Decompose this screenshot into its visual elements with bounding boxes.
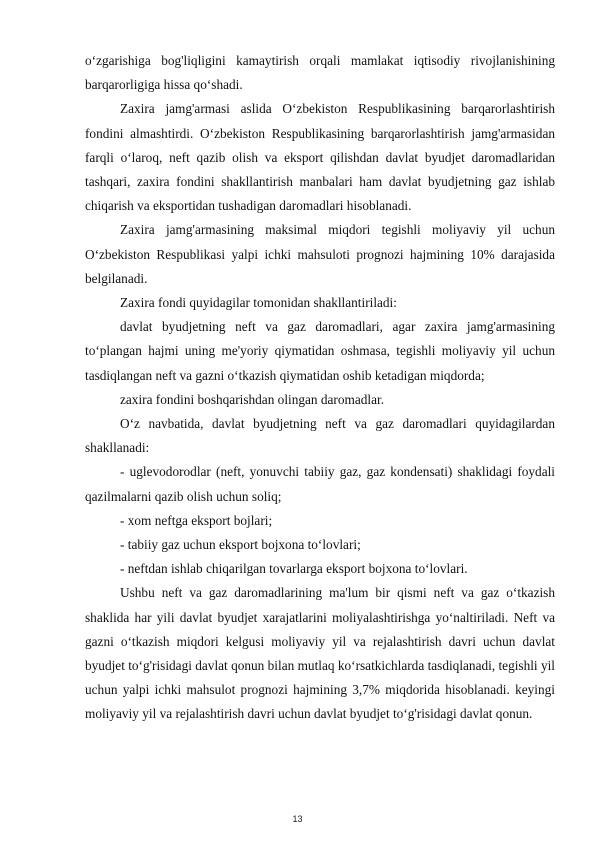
list-item: - tabiiy gaz uchun eksport bojxona to‘lovlari; bbox=[120, 537, 361, 553]
paragraph: o‘zgarishiga bog'liqligini kamaytirish orqali mamlakat iqtisodiy rivojlanishining barqarorligiga hissa qo‘shadi. bbox=[85, 53, 555, 93]
paragraph: Ushbu neft va gaz daromadlarining ma'lum bir qismi neft va gaz o‘tkazish shaklida har yili davlat byudjet xarajatlarini moliyalashtirishga yo‘naltiriladi. Neft va gazni o‘tkazish miqdori kelgusi moliyaviy yil va rejalashtirish davri uchun davlat byudjet to‘g'risidagi davlat qonun bilan mutlaq ko‘rsatkichlarda tasdiqlanadi, tegishli yil uchun yalpi ichki mahsulot prognozi hajmining 3,7% miqdorida hisoblanadi. keyingi moliyaviy yil va rejalashtirish davri uchun davlat byudjet to‘g'risidagi davlat qonun. bbox=[85, 585, 555, 722]
list-item: - xom neftga eksport bojlari; bbox=[120, 512, 273, 528]
list-item: - uglevodorodlar (neft, yonuvchi tabiiy gaz, gaz kondensati) shaklidagi foydali qazilmalarni qazib olish uchun soliq; bbox=[85, 464, 555, 504]
page-number: 13 bbox=[292, 814, 303, 824]
paragraph: Zaxira jamg'armasi aslida O‘zbekiston Respublikasining barqarorlashtirish fondini almashtirdi. O‘zbekiston Respublikasining barqarorlashtirish jamg'armasidan farqli o‘laroq, neft qazib olish va eksport qilishdan davlat byudjet daromadlaridan tashqari, zaxira fondini shakllantirish manbalari ham davlat byudjetning gaz ishlab chiqarish va eksportidan tushadigan daromadlari hisoblanadi. bbox=[85, 101, 555, 214]
list-item: - neftdan ishlab chiqarilgan tovarlarga eksport bojxona to‘lovlari. bbox=[120, 561, 468, 577]
paragraph: Zaxira jamg'armasining maksimal miqdori tegishli moliyaviy yil uchun O‘zbekiston Respublikasi yalpi ichki mahsuloti prognozi hajmining 10% darajasida belgilanadi. bbox=[85, 222, 555, 286]
paragraph: davlat byudjetning neft va gaz daromadlari, agar zaxira jamg'armasining to‘plangan hajmi uning me'yoriy qiymatidan oshmasa, tegishli moliyaviy yil uchun tasdiqlangan neft va gazni o‘tkazish qiymatidan oshib ketadigan miqdorda; bbox=[85, 319, 555, 383]
paragraph: Zaxira fondi quyidagilar tomonidan shakllantiriladi: bbox=[120, 295, 397, 311]
paragraph: zaxira fondini boshqarishdan olingan daromadlar. bbox=[120, 391, 385, 407]
paragraph: O‘z navbatida, davlat byudjetning neft va gaz daromadlari quyidagilardan shakllanadi: bbox=[85, 416, 555, 456]
page-body bbox=[85, 49, 555, 727]
